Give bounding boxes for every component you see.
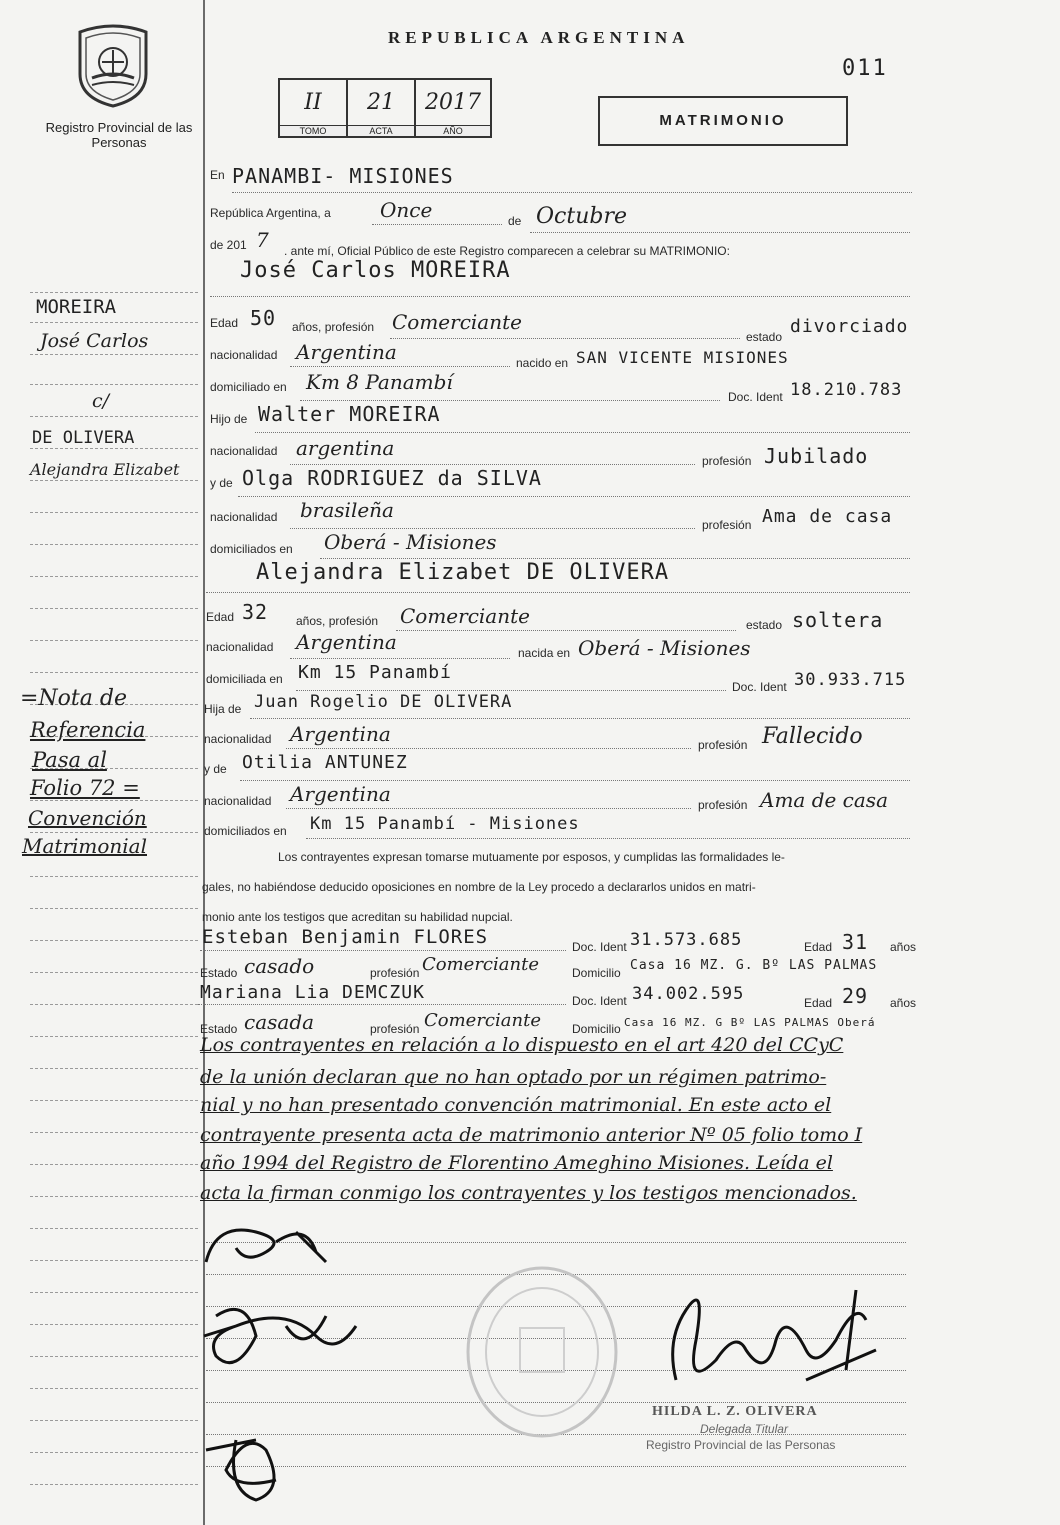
record-type: MATRIMONIO [659, 112, 787, 129]
label-estado-w: Estado [200, 966, 238, 980]
label-estado: estado [746, 618, 783, 632]
label-anios: años [890, 996, 917, 1010]
official-name: HILDA L. Z. OLIVERA [652, 1404, 818, 1419]
label-estado-w: Estado [200, 1022, 238, 1036]
label-nacionalidad: nacionalidad [210, 444, 278, 458]
margin-note-line-5: Convención [28, 806, 147, 830]
bride-estado: soltera [792, 608, 884, 632]
witness-2-estado: casada [244, 1010, 315, 1034]
groom-mother-nationality: brasileña [300, 498, 394, 522]
label-domiciliada-en: domiciliada en [206, 672, 283, 686]
witness-1-name: Esteban Benjamin FLORES [202, 926, 489, 948]
bride-domicile: Km 15 Panambí [298, 662, 452, 683]
witness-1-profession: Comerciante [422, 954, 539, 975]
declaration-line-3: monio ante los testigos que acreditan su habilidad nupcial. [202, 910, 513, 924]
label-en: En [210, 168, 225, 182]
label-profesion: profesión [370, 1022, 420, 1036]
witness-1-doc: 31.573.685 [630, 930, 743, 950]
label-profesion: profesión [702, 454, 752, 468]
label-domiciliado-en: domiciliado en [210, 380, 287, 394]
declaration-line-1: Los contrayentes expresan tomarse mutuamente por esposos, y cumplidas las formalidades le- [278, 850, 785, 864]
groom-estado: divorciado [790, 316, 909, 337]
margin-connector: c/ [92, 390, 110, 412]
margin-given-1: José Carlos [40, 330, 149, 352]
label-profesion: profesión [698, 738, 748, 752]
groom-nationality: Argentina [296, 340, 397, 364]
label-nacionalidad: nacionalidad [204, 732, 272, 746]
official-role: Delegada Titular [700, 1422, 788, 1436]
label-edad: Edad [804, 996, 833, 1010]
margin-note-line-2: Referencia [30, 718, 146, 742]
bride-doc: 30.933.715 [794, 670, 907, 690]
witness-1-estado: casado [244, 954, 315, 978]
label-nacionalidad: nacionalidad [204, 794, 272, 808]
witness-2-domicile: Casa 16 MZ. G Bº LAS PALMAS Oberá [624, 1016, 876, 1029]
observation-line-1: Los contrayentes en relación a lo dispuesto en el art 420 del CCyC [200, 1034, 844, 1056]
margin-note-line-3: Pasa al [32, 748, 107, 772]
observation-line-2: de la unión declaran que no han optado por un régimen patrimo- [200, 1066, 827, 1088]
label-hija-de: Hija de [204, 702, 242, 716]
bride-name: Alejandra Elizabet DE OLIVERA [256, 560, 670, 585]
label-y-de: y de [204, 762, 227, 776]
groom-doc: 18.210.783 [790, 380, 903, 400]
margin-surname-2: DE OLIVERA [32, 428, 135, 448]
record-type-box [598, 96, 848, 146]
groom-age: 50 [250, 306, 277, 330]
groom-parents-domicile: Oberá - Misiones [324, 530, 497, 554]
label-doc-ident: Doc. Ident [572, 994, 627, 1008]
label-y-de: y de [210, 476, 233, 490]
label-doc-ident: Doc. Ident [732, 680, 787, 694]
label-profesion: profesión [698, 798, 748, 812]
bride-profession: Comerciante [400, 604, 530, 628]
tomo-label: TOMO [280, 125, 346, 136]
margin-given-2: Alejandra Elizabet [30, 460, 180, 479]
groom-father-nationality: argentina [296, 436, 395, 460]
label-republica: República Argentina, a [210, 206, 331, 220]
witness-signature-icon [196, 1420, 306, 1510]
bride-nationality: Argentina [296, 630, 397, 654]
margin-note-line-1: =Nota de [20, 686, 127, 711]
label-domicilio: Domicilio [572, 1022, 621, 1036]
official-office: Registro Provincial de las Personas [646, 1438, 836, 1452]
label-profesion: profesión [370, 966, 420, 980]
groom-profession: Comerciante [392, 310, 522, 334]
declaration-line-2: gales, no habiéndose deducido oposiciones en nombre de la Ley procedo a declararlos unidos en matri- [202, 880, 756, 894]
acta-label: ACTA [348, 125, 414, 136]
bride-father: Juan Rogelio DE OLIVERA [254, 692, 513, 712]
bride-father-profession: Fallecido [762, 724, 863, 749]
month-value: Octubre [536, 204, 627, 229]
tomo-value: II [304, 90, 322, 115]
label-edad: Edad [804, 940, 833, 954]
observation-line-3: nial y no han presentado convención matrimonial. En este acto el [200, 1094, 832, 1116]
tomo-box [278, 78, 348, 138]
witness-2-profession: Comerciante [424, 1010, 541, 1031]
label-nacido-en: nacido en [516, 356, 569, 370]
groom-domicile: Km 8 Panambí [306, 370, 453, 394]
acta-value: 21 [367, 90, 395, 115]
witness-2-age: 29 [842, 984, 869, 1008]
groom-father: Walter MOREIRA [258, 402, 441, 426]
registry-name: Registro Provincial de las Personas [45, 120, 193, 150]
witness-2-name: Mariana Lia DEMCZUK [200, 982, 425, 1003]
label-nacionalidad: nacionalidad [210, 510, 278, 524]
label-hijo-de: Hijo de [210, 412, 248, 426]
label-anios-profesion: años, profesión [296, 614, 379, 628]
bride-signature-icon [196, 1296, 366, 1386]
witness-2-doc: 34.002.595 [632, 984, 745, 1004]
label-domicilio: Domicilio [572, 966, 621, 980]
label-anios: años [890, 940, 917, 954]
label-doc-ident: Doc. Ident [572, 940, 627, 954]
bride-birthplace: Oberá - Misiones [578, 636, 751, 660]
groom-father-profession: Jubilado [764, 444, 869, 468]
registry-stamp-icon [462, 1262, 622, 1442]
bride-father-nationality: Argentina [290, 722, 391, 746]
bride-parents-domicile: Km 15 Panambí - Misiones [310, 814, 580, 834]
margin-note-line-4: Folio 72 = [30, 776, 140, 800]
day-value: Once [380, 198, 433, 222]
observation-line-5: año 1994 del Registro de Florentino Ameghino Misiones. Leída el [200, 1152, 833, 1174]
margin-note-line-6: Matrimonial [22, 834, 147, 858]
label-nacionalidad: nacionalidad [206, 640, 274, 654]
label-edad: Edad [206, 610, 235, 624]
margin-surname-1: MOREIRA [36, 296, 117, 318]
bride-age: 32 [242, 600, 269, 624]
provincial-seal-icon [72, 22, 154, 108]
label-nacionalidad: nacionalidad [210, 348, 278, 362]
label-de: de [508, 214, 522, 228]
anio-label: AÑO [416, 125, 490, 136]
label-doc-ident: Doc. Ident [728, 390, 783, 404]
label-edad: Edad [210, 316, 239, 330]
groom-name: José Carlos MOREIRA [240, 258, 511, 283]
groom-mother: Olga RODRIGUEZ da SILVA [242, 466, 542, 490]
label-domiciliados-en: domiciliados en [204, 824, 287, 838]
groom-mother-profession: Ama de casa [762, 506, 893, 527]
year-digit: 7 [256, 228, 269, 252]
observation-line-6: acta la firman conmigo los contrayentes y los testigos mencionados. [200, 1182, 857, 1204]
label-estado: estado [746, 330, 783, 344]
page-number: 011 [842, 56, 888, 81]
groom-signature-icon [196, 1212, 346, 1282]
label-profesion: profesión [702, 518, 752, 532]
label-year-suffix: . ante mí, Oficial Público de este Registro comparecen a celebrar su MATRIMONIO: [284, 244, 730, 258]
groom-birthplace: SAN VICENTE MISIONES [576, 348, 789, 367]
witness-1-domicile: Casa 16 MZ. G. Bº LAS PALMAS [630, 958, 878, 973]
label-nacida-en: nacida en [518, 646, 571, 660]
official-signature-icon [656, 1280, 896, 1400]
witness-1-age: 31 [842, 930, 869, 954]
bride-mother-profession: Ama de casa [760, 788, 888, 812]
acta-box [346, 78, 416, 138]
label-year-prefix: de 201 [210, 238, 247, 252]
anio-value: 2017 [425, 90, 481, 115]
label-anios-profesion: años, profesión [292, 320, 375, 334]
bride-mother-nationality: Argentina [290, 782, 391, 806]
observation-line-4: contrayente presenta acta de matrimonio anterior Nº 05 folio tomo I [200, 1124, 863, 1146]
anio-box [414, 78, 492, 138]
bride-mother: Otilia ANTUNEZ [242, 752, 408, 773]
country-heading: REPUBLICA ARGENTINA [388, 28, 690, 47]
place-value: PANAMBI- MISIONES [232, 164, 454, 188]
label-domiciliados-en: domiciliados en [210, 542, 293, 556]
